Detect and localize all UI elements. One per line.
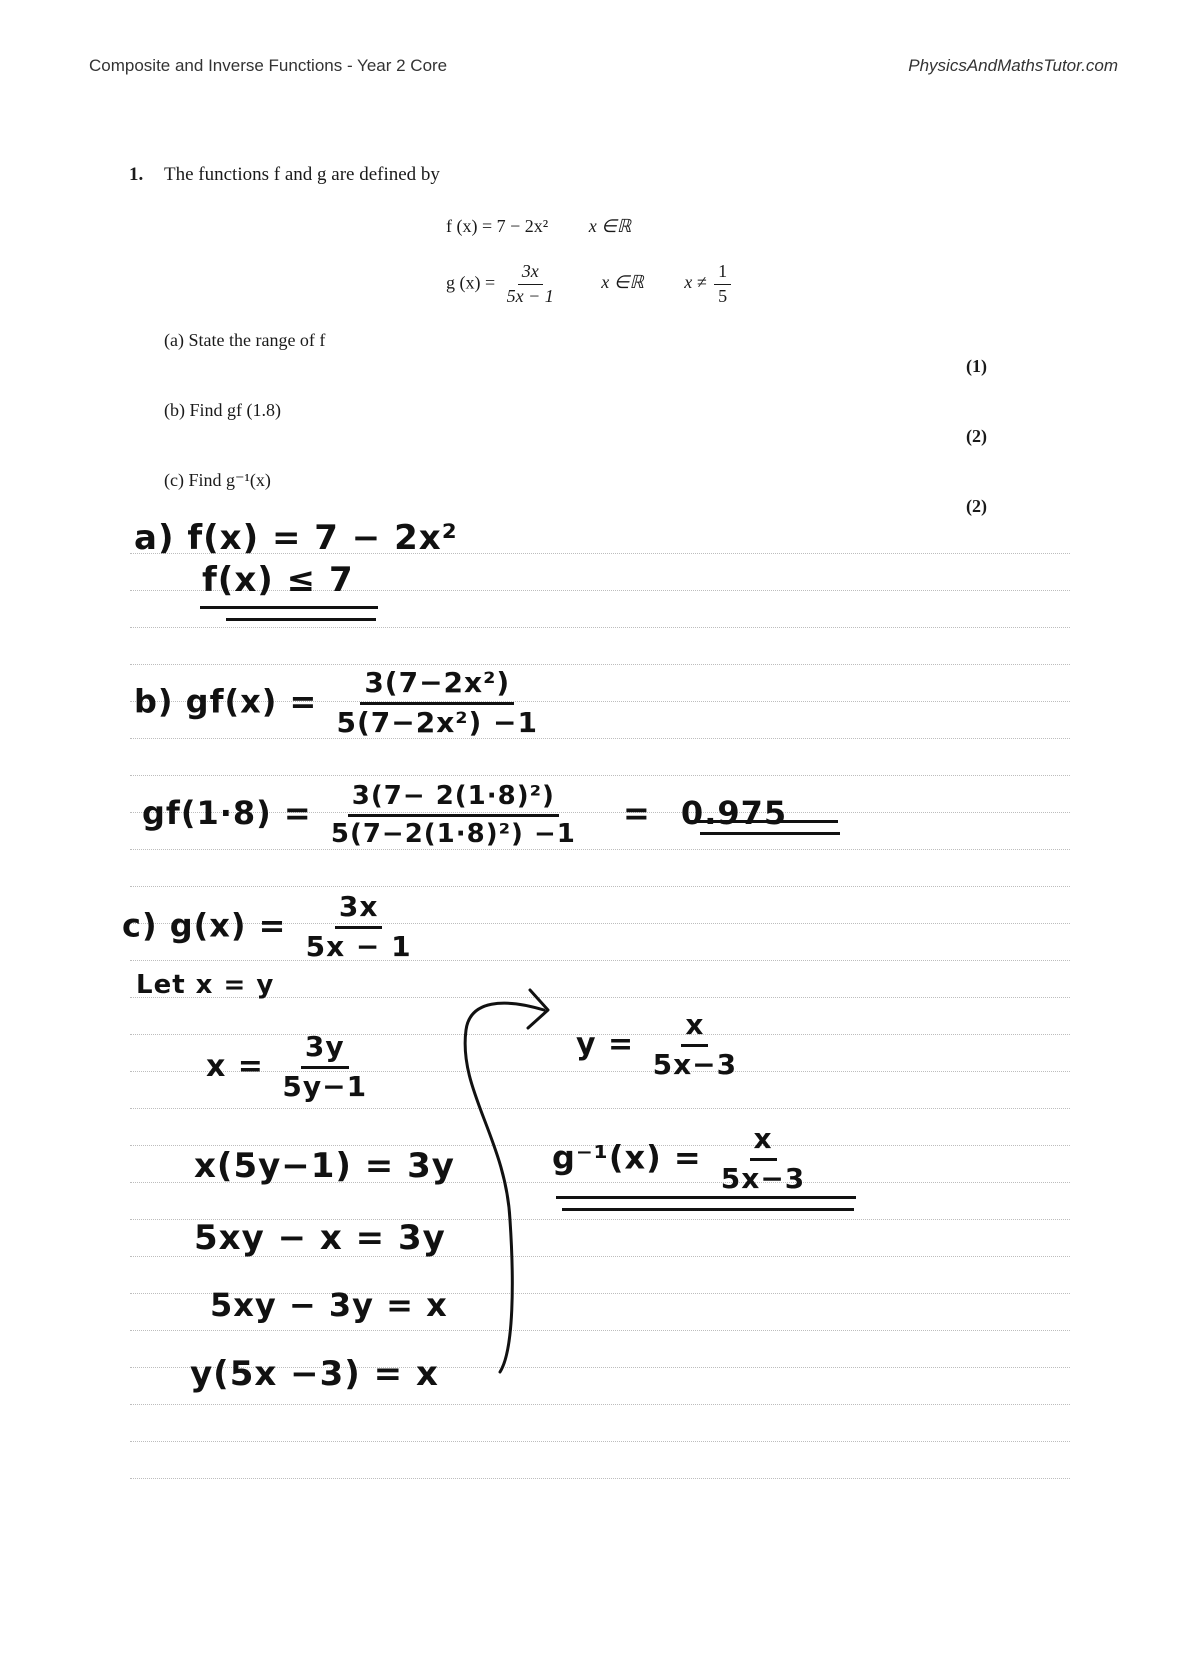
part-c-marks: (2) — [966, 496, 987, 516]
header-title: Composite and Inverse Functions - Year 2 Core — [89, 56, 448, 75]
hw-b-numerator: 3(7−2x²) — [360, 668, 514, 705]
f-definition-expression: f (x) = 7 − 2x² — [446, 216, 549, 236]
hw-c-numerator: 3x — [335, 892, 383, 929]
hw-a-underline — [200, 606, 378, 609]
hw-c-step2: x(5y−1) = 3y — [194, 1146, 455, 1186]
hw-c-step1 — [206, 1032, 374, 1103]
g-definition — [446, 262, 734, 307]
hw-a-range: f(x) ≤ 7 — [202, 560, 354, 600]
hw-c-res1-fraction — [649, 1010, 742, 1081]
part-a-marks: (1) — [966, 356, 987, 376]
hw-c-let: Let x = y — [136, 970, 275, 1000]
hw-c-step5: y(5x −3) = x — [190, 1354, 439, 1394]
question-intro: The functions f and g are defined by — [164, 164, 440, 185]
hw-b2-answer: 0.975 — [680, 794, 788, 833]
hw-c-res2-lhs: g⁻¹(x) = — [552, 1138, 702, 1177]
hw-c-step1-denominator: 5y−1 — [282, 1069, 368, 1103]
hw-c-res1-lhs: y = — [576, 1026, 635, 1062]
hw-c-lhs: c) g(x) = — [122, 906, 287, 945]
hw-c-step3: 5xy − x = 3y — [194, 1218, 446, 1258]
hw-a-function: a) f(x) = 7 − 2x² — [134, 518, 458, 558]
ruled-line — [130, 1478, 1070, 1479]
part-a-label: (a) State the range of f — [164, 330, 326, 350]
hw-b2-lhs: gf(1·8) = — [142, 794, 312, 833]
ruled-line — [130, 1441, 1070, 1442]
hw-b2-numerator: 3(7− 2(1·8)²) — [348, 782, 559, 817]
hw-b-lhs: b) gf(x) = — [134, 682, 318, 721]
hw-b-evaluate — [142, 782, 787, 848]
ruled-line — [130, 1404, 1070, 1405]
hw-c-res1-numerator: x — [681, 1010, 708, 1047]
f-domain: x ∈ℝ — [588, 216, 632, 236]
g-domain: x ∈ℝ — [601, 272, 644, 293]
hw-c-res2-fraction — [717, 1124, 810, 1195]
hw-c-step1-fraction — [278, 1032, 371, 1103]
hw-b2-fraction — [327, 782, 580, 848]
hw-c-inverse-underline — [556, 1196, 856, 1199]
hw-b2-equals: = — [622, 794, 651, 833]
g-definition-fraction — [503, 262, 558, 307]
hw-c-step1-numerator: 3y — [301, 1032, 349, 1069]
header-site: PhysicsAndMathsTutor.com — [908, 56, 1118, 75]
question-number: 1. — [129, 164, 144, 185]
hw-c-res2-denominator: 5x−3 — [720, 1161, 806, 1195]
g-condition-denominator: 5 — [718, 285, 728, 306]
g-numerator: 3x — [518, 262, 543, 285]
hw-b-denominator: 5(7−2x²) −1 — [336, 705, 539, 739]
g-condition-lhs: x ≠ — [684, 272, 707, 293]
g-definition-lhs: g (x) = — [446, 272, 496, 293]
hw-a-underline — [226, 618, 376, 621]
ruled-line — [130, 849, 1070, 850]
g-condition-numerator: 1 — [714, 262, 731, 285]
hw-b2-underline — [690, 820, 838, 823]
ruled-line — [130, 627, 1070, 628]
hw-c-inverse-underline — [562, 1208, 854, 1211]
hw-c-connector-arrow — [444, 980, 564, 1400]
hw-c-denominator: 5x − 1 — [305, 929, 412, 963]
ruled-line — [130, 1108, 1070, 1109]
ruled-line — [130, 886, 1070, 887]
hw-c-res2-numerator: x — [750, 1124, 777, 1161]
hw-b2-underline — [700, 832, 840, 835]
hw-c-fraction — [302, 892, 416, 963]
ruled-line — [130, 664, 1070, 665]
ruled-line — [130, 775, 1070, 776]
hw-b2-denominator: 5(7−2(1·8)²) −1 — [330, 818, 576, 849]
hw-c-inverse — [552, 1124, 812, 1195]
part-c-label: (c) Find g⁻¹(x) — [164, 470, 271, 490]
hw-c-res1-denominator: 5x−3 — [652, 1047, 738, 1081]
f-definition — [446, 216, 631, 237]
hw-c-result — [576, 1010, 744, 1081]
hw-b-composite — [134, 668, 545, 739]
g-denominator: 5x − 1 — [506, 285, 554, 306]
hw-c-step1-lhs: x = — [206, 1048, 264, 1084]
hw-c-step4: 5xy − 3y = x — [210, 1286, 448, 1324]
part-b-marks: (2) — [966, 426, 987, 446]
part-b-label: (b) Find gf (1.8) — [164, 400, 281, 420]
hw-b-fraction — [332, 668, 542, 739]
ruled-line — [130, 1330, 1070, 1331]
g-condition-fraction — [714, 262, 731, 307]
hw-c-given — [122, 892, 419, 963]
